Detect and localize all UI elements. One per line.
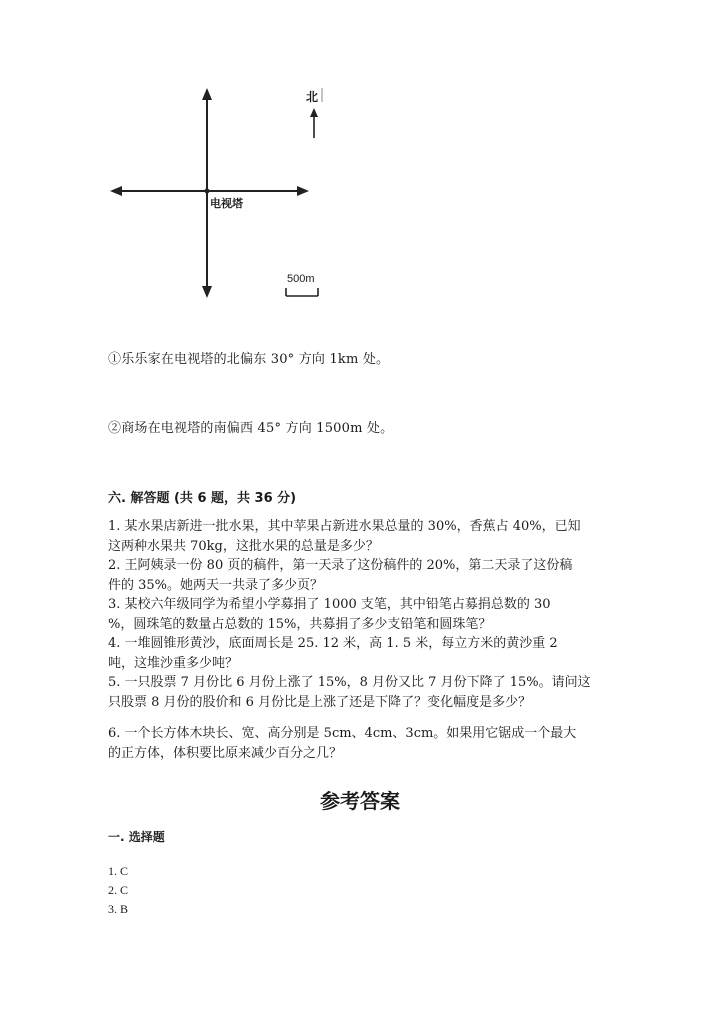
problem-2 [108,556,618,595]
problem-6-line-1: 6. 一个长方体木块长、宽、高分别是 5cm、4cm、3cm。如果用它锯成一个最大 [108,726,577,741]
scale-label: 500m [287,273,315,285]
problem-1-line-2: 这两种水果共 70kg，这批水果的总量是多少？ [108,538,379,554]
answer-item: 1. C [108,864,129,878]
center-point [205,189,210,194]
section-6-title: 六. 解答题 (共 6 题，共 36 分) [108,491,297,506]
answers-section-1-title: 一. 选择题 [108,830,165,844]
problem-3-line-1: 3. 某校六年级同学为希望小学募捐了 1000 支笔，其中铅笔占募捐总数的 30 [108,597,551,612]
problem-1-line-1: 1. 某水果店新进一批水果，其中苹果占新进水果总量的 30%，香蕉占 40%，已知 [108,519,581,534]
north-label: 北 [306,90,319,104]
problem-4 [108,634,618,673]
problem-5-line-2: 只股票 8 月份的股价和 6 月份比是上涨了还是下降了？变化幅度是多少？ [108,694,532,710]
answer-item: 2. C [108,883,129,897]
problem-4-line-1: 4. 一堆圆锥形黄沙，底面周长是 25. 12 米，高 1. 5 米，每立方米的黄沙重 2 [108,636,558,651]
problem-3 [108,595,618,634]
problem-2-line-2: 件的 35%。她两天一共录了多少页？ [108,577,324,593]
problem-4-line-2: 吨，这堆沙重多少吨？ [108,655,239,671]
arrow-left-icon [110,186,122,196]
problem-2-line-1: 2. 王阿姨录一份 80 页的稿件，第一天录了这份稿件的 20%，第二天录了这份稿 [108,558,573,573]
arrow-right-icon [297,186,309,196]
problem-3-line-2: %，圆珠笔的数量占总数的 15%，共募捐了多少支铅笔和圆珠笔？ [108,616,492,632]
problem-1 [108,517,618,556]
answer-item: 3. B [108,902,129,916]
arrow-up-icon [202,88,212,100]
map-diagram [100,80,340,320]
statement-2: ②商场在电视塔的南偏西 45° 方向 1500m 处。 [108,421,394,436]
arrow-down-icon [202,286,212,298]
north-arrow-icon [310,108,318,117]
problem-6-line-2: 的正方体，体积要比原来减少百分之几？ [108,745,343,761]
problem-list [108,517,618,763]
problem-5 [108,673,618,712]
statement-1: ①乐乐家在电视塔的北偏东 30° 方向 1km 处。 [108,352,390,367]
answers-title: 参考答案 [320,789,400,813]
tower-label: 电视塔 [210,197,243,210]
problem-6 [108,724,618,763]
answer-list [108,862,128,919]
problem-5-line-1: 5. 一只股票 7 月份比 6 月份上涨了 15%，8 月份又比 7 月份下降了 15%。请问这 [108,675,591,690]
